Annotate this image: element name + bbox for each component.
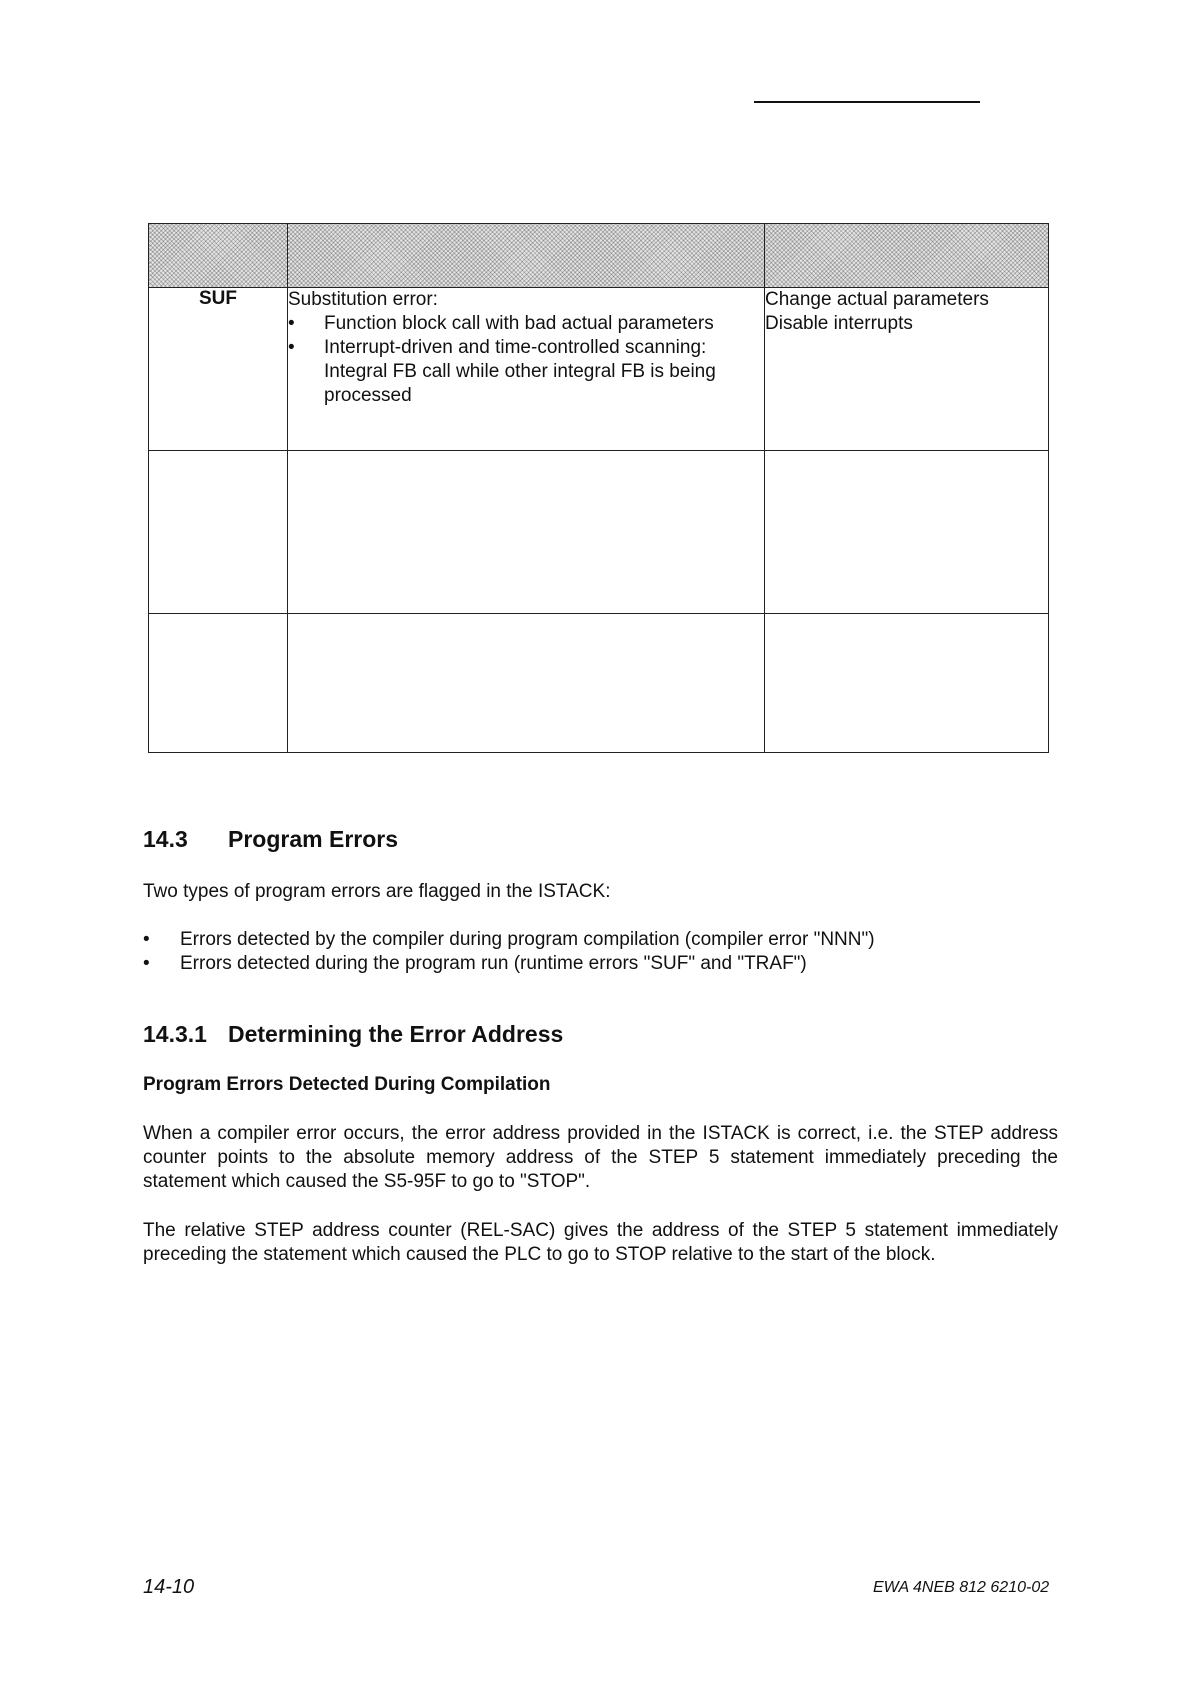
table-row-empty xyxy=(149,451,1049,614)
error-code-cell: SUF xyxy=(149,288,288,451)
header-cell-code xyxy=(149,224,288,288)
error-description-cell xyxy=(288,288,765,451)
empty-cell xyxy=(149,451,288,614)
section-title: Program Errors xyxy=(228,826,399,852)
subsection-heading xyxy=(143,1021,563,1048)
empty-cell xyxy=(288,614,765,753)
table-row-empty xyxy=(149,614,1049,753)
description-intro: Substitution error: xyxy=(288,289,438,310)
description-bullet: • Interrupt-driven and time-controlled scanning: Integral FB call while other integral FB is being processed xyxy=(288,337,716,406)
description-bullets xyxy=(288,312,764,408)
paragraph: The relative STEP address counter (REL-SAC) gives the address of the STEP 5 statement immediately preceding the statement which caused the PLC to go to STOP relative to the start of the block. xyxy=(143,1220,1058,1265)
section-number: 14.3 xyxy=(143,826,188,852)
document-id: EWA 4NEB 812 6210-02 xyxy=(873,1579,1050,1596)
section-bullet-list xyxy=(143,928,1058,976)
remedy-cell xyxy=(765,288,1049,451)
description-bullet: • Function block call with bad actual parameters xyxy=(288,313,714,334)
list-item: • Errors detected by the compiler during program compilation (compiler error "NNN") xyxy=(143,929,875,950)
error-table xyxy=(148,223,1049,753)
empty-cell xyxy=(149,614,288,753)
header-rule xyxy=(754,101,980,103)
empty-cell xyxy=(288,451,765,614)
subsection-number: 14.3.1 xyxy=(143,1021,207,1047)
section-heading xyxy=(143,826,398,853)
header-cell-cause xyxy=(288,224,765,288)
table-header-row xyxy=(149,224,1049,288)
header-cell-remedy xyxy=(765,224,1049,288)
remedy-line: Change actual parameters xyxy=(765,289,989,310)
empty-cell xyxy=(765,451,1049,614)
empty-cell xyxy=(765,614,1049,753)
page-number: 14-10 xyxy=(143,1576,195,1598)
section-intro: Two types of program errors are flagged in the ISTACK: xyxy=(143,881,611,902)
subsection-title: Determining the Error Address xyxy=(228,1021,564,1047)
remedy-line: Disable interrupts xyxy=(765,313,913,334)
paragraph: When a compiler error occurs, the error address provided in the ISTACK is correct, i.e. the STEP address counter points to the absolute memory address of the STEP 5 statement immediately preceding the statement which caused the S5-95F to go to "STOP". xyxy=(143,1123,1058,1192)
table-row xyxy=(149,288,1049,451)
list-item: • Errors detected during the program run (runtime errors "SUF" and "TRAF") xyxy=(143,953,807,974)
subheading: Program Errors Detected During Compilation xyxy=(143,1074,551,1095)
